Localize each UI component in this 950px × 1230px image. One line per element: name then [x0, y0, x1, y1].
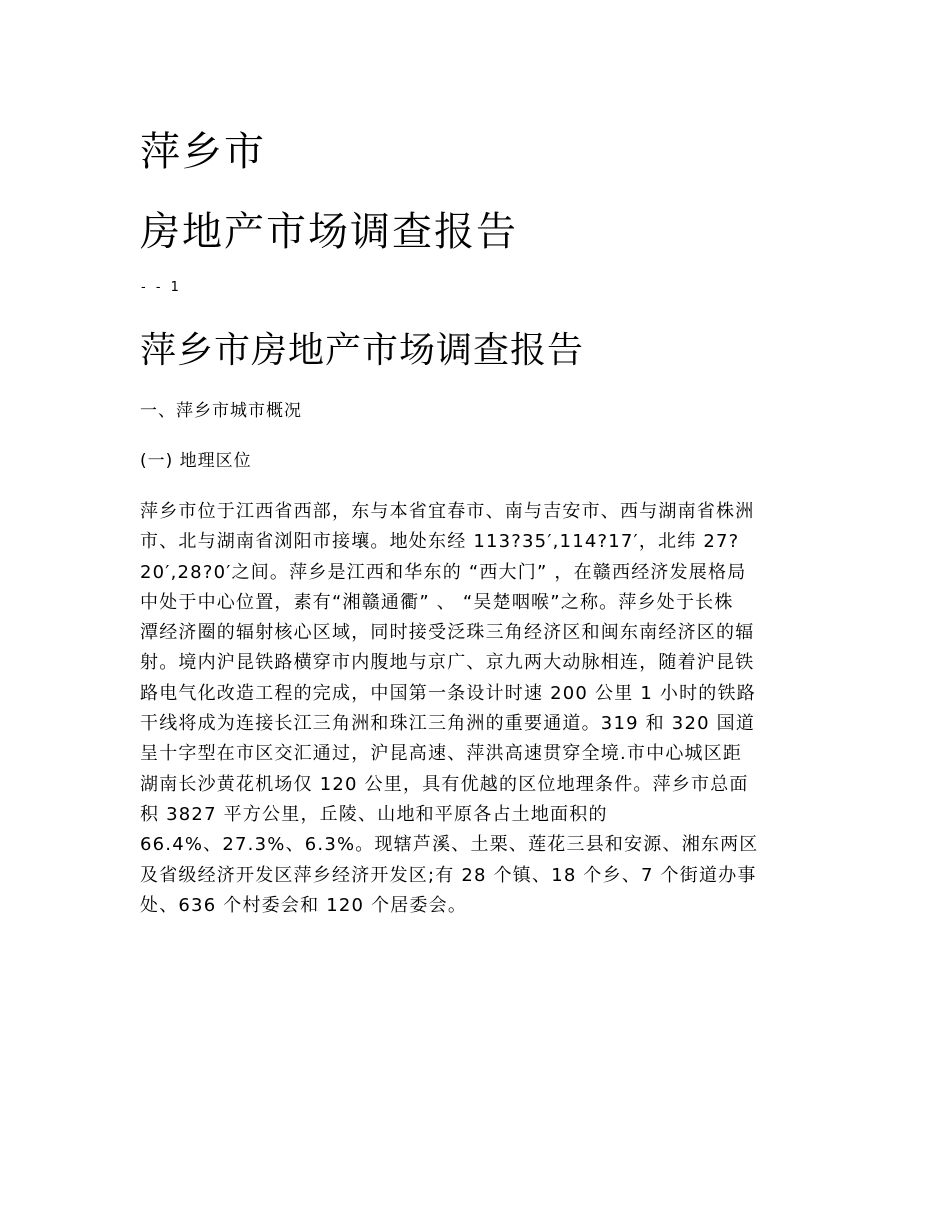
- section-heading: 一、萍乡市城市概况: [140, 401, 302, 421]
- document-title: 萍乡市房地产市场调查报告: [140, 330, 585, 371]
- subsection-heading: (一) 地理区位: [140, 451, 252, 471]
- paragraph-line: 潭经济圈的辐射核心区域，同时接受泛珠三角经济区和闽东南经济区的辐: [140, 622, 755, 644]
- body-paragraph: [140, 497, 820, 921]
- paragraph-line: 20′,28?0′之间。萍乡是江西和华东的 “西大门” ，在赣西经济发展格局: [140, 561, 747, 583]
- paragraph-line: 中处于中心位置，素有“湘赣通衢” 、 “吴楚咽喉”之称。萍乡处于长株: [140, 591, 734, 613]
- cover-title-line-2: 房地产市场调查报告: [140, 209, 518, 255]
- paragraph-line: 路电气化改造工程的完成，中国第一条设计时速 200 公里 1 小时的铁路: [140, 682, 756, 704]
- paragraph-line: 萍乡市位于江西省西部，东与本省宜春市、南与吉安市、西与湖南省株洲: [140, 501, 755, 522]
- paragraph-line: 湖南长沙黄花机场仅 120 公里，具有优越的区位地理条件。萍乡市总面: [140, 773, 749, 795]
- cover-title-line-1: 萍乡市: [140, 129, 266, 175]
- paragraph-line: 干线将成为连接长江三角洲和珠江三角洲的重要通道。319 和 320 国道: [140, 713, 756, 735]
- paragraph-line: 射。境内沪昆铁路横穿市内腹地与京广、京九两大动脉相连，随着沪昆铁: [140, 652, 755, 674]
- paragraph-line: 市、北与湖南省浏阳市接壤。地处东经 113?35′,114?17′，北纬 27?: [140, 531, 740, 553]
- paragraph-line: 呈十字型在市区交汇通过，沪昆高速、萍洪高速贯穿全境.市中心城区距: [140, 743, 743, 765]
- paragraph-line: 处、636 个村委会和 120 个居委会。: [140, 894, 468, 916]
- paragraph-line: 66.4%、27.3%、6.3%。现辖芦溪、土栗、莲花三县和安源、湘东两区: [140, 834, 759, 856]
- paragraph-line: 积 3827 平方公里，丘陵、山地和平原各占土地面积的: [140, 803, 608, 825]
- paragraph-line: 及省级经济开发区萍乡经济开发区;有 28 个镇、18 个乡、7 个街道办事: [140, 864, 757, 886]
- page-marker: - - 1: [141, 280, 182, 295]
